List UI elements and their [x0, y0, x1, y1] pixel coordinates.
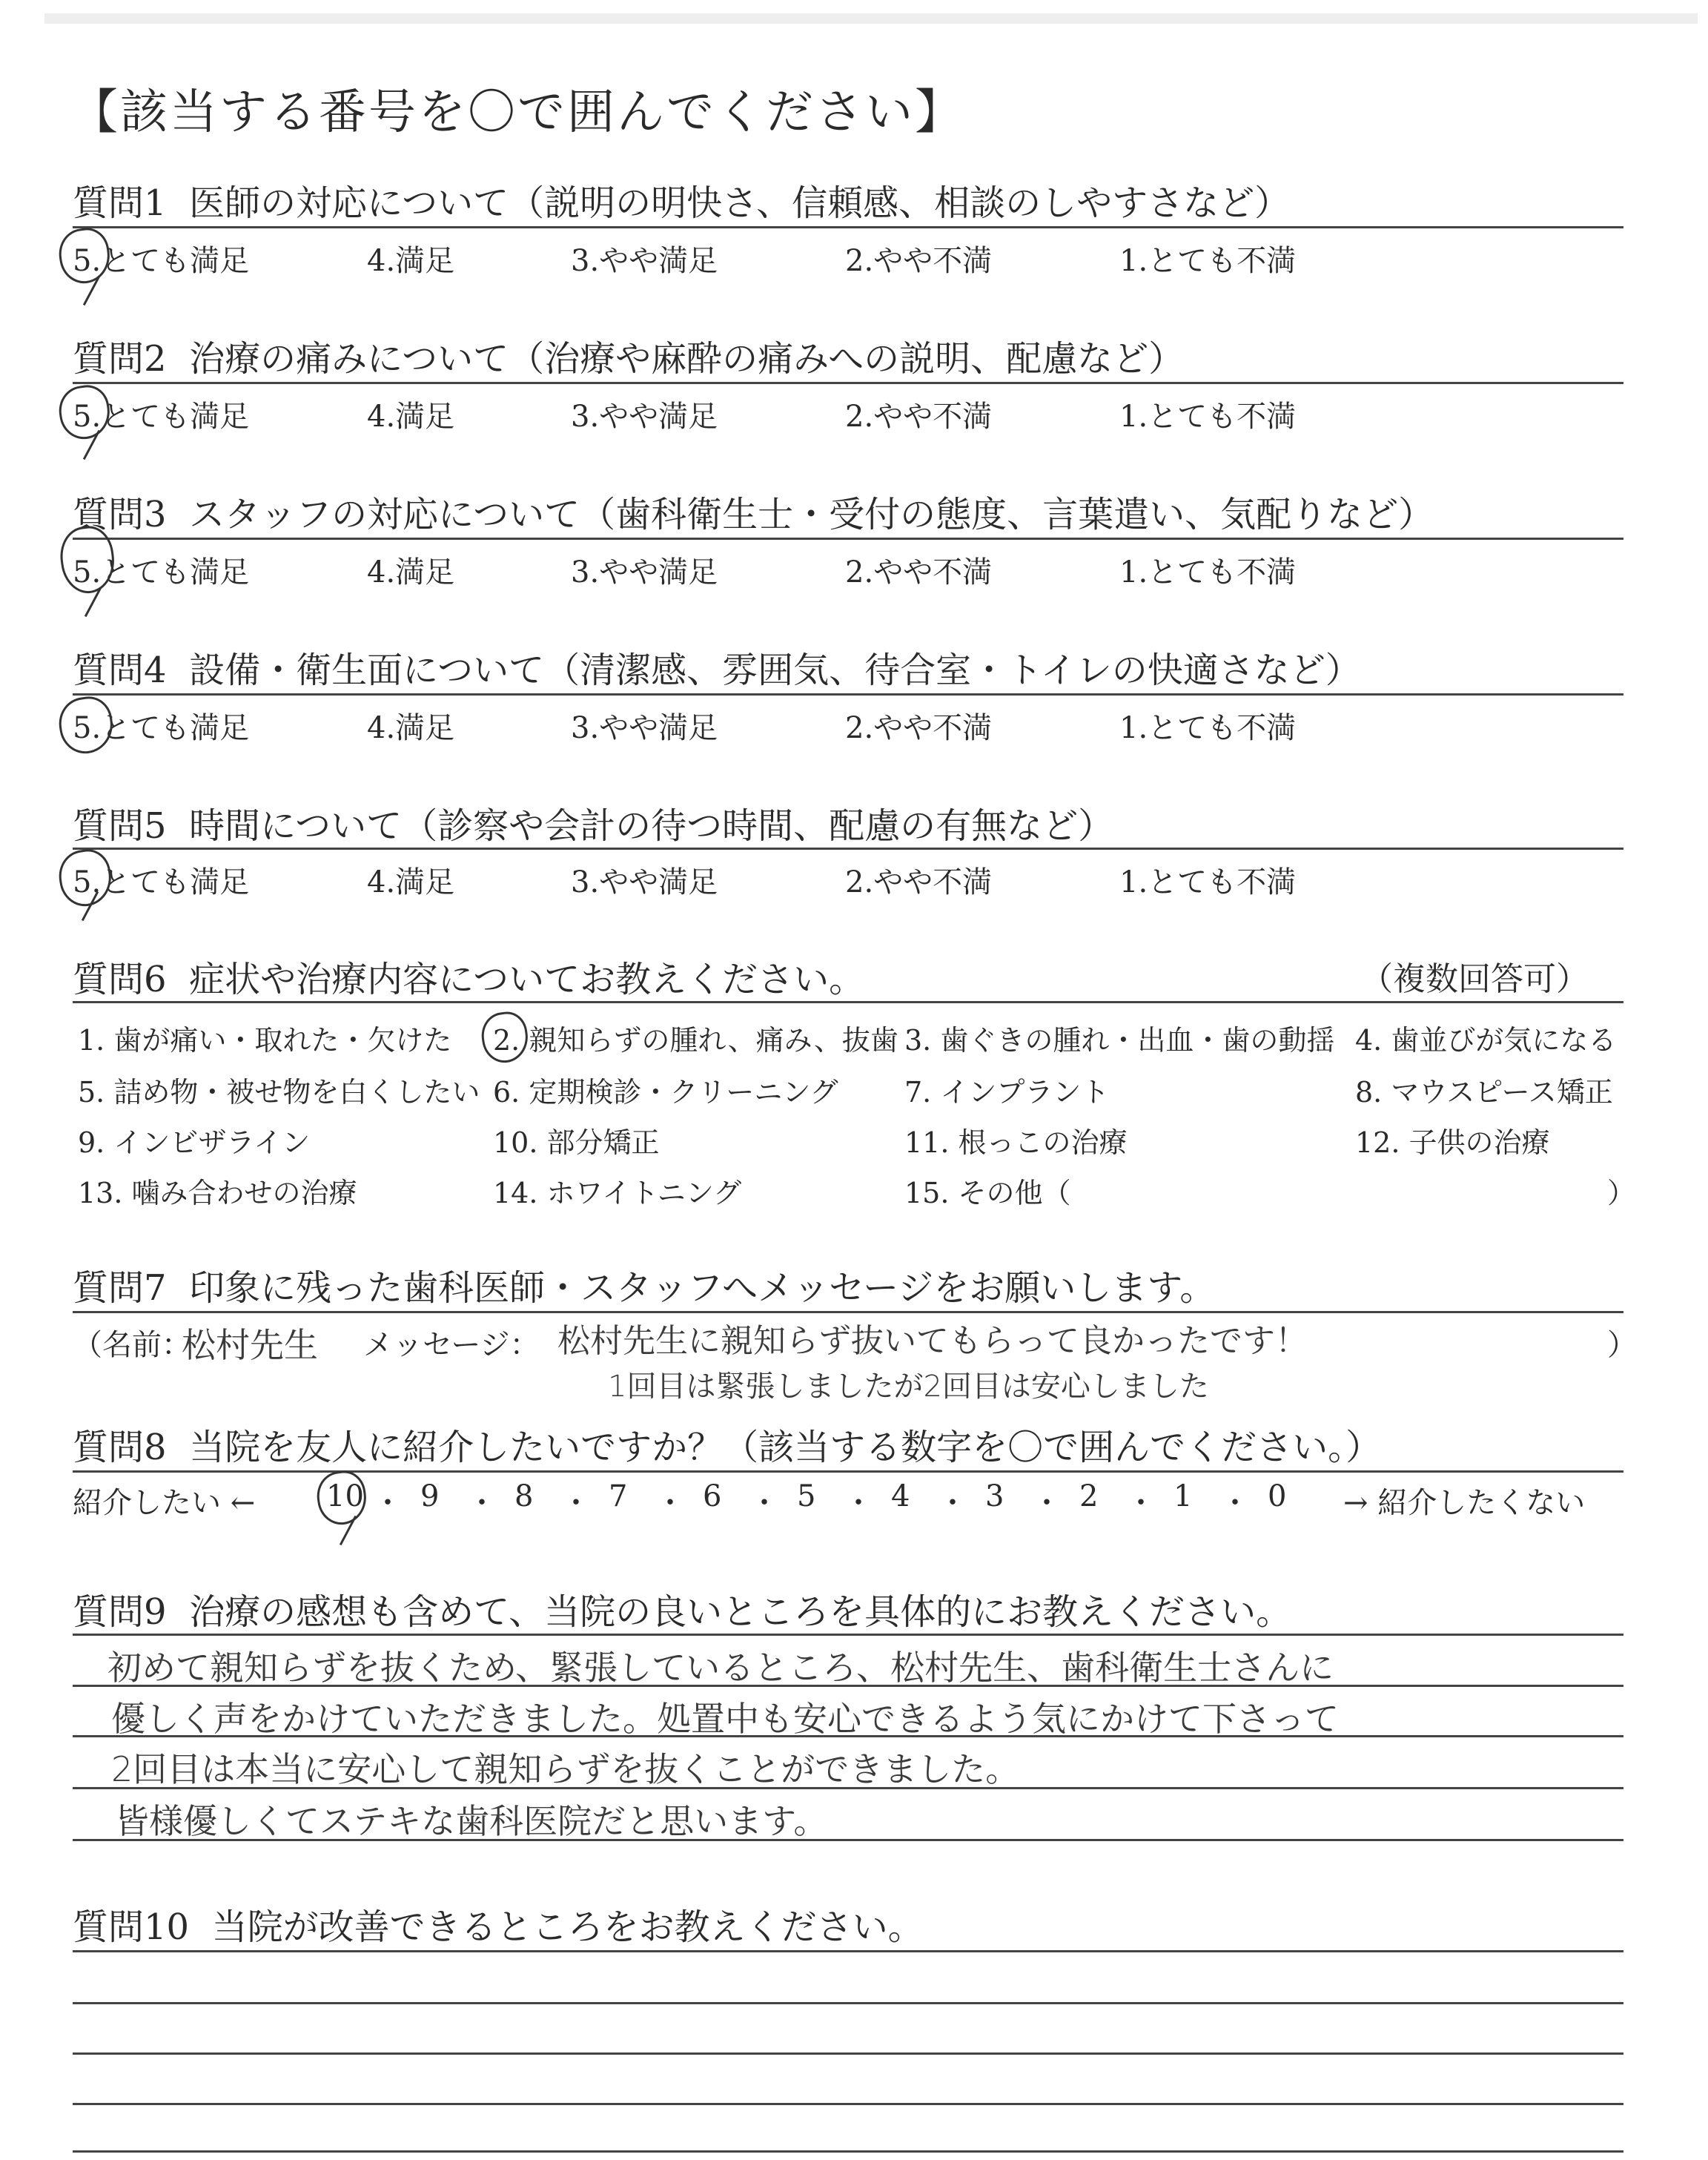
- question-text: 治療の感想も含めて、当院の良いところを具体的にお教えください。: [189, 1591, 1292, 1633]
- scale-number[interactable]: 9: [420, 1479, 440, 1513]
- question-label: 質問7: [73, 1267, 167, 1309]
- recommend-right-label: → 紹介したくない: [1343, 1486, 1586, 1520]
- question-6-title: [73, 951, 864, 1002]
- scale-dot: ・: [467, 1486, 497, 1520]
- circle-mark: [56, 693, 116, 756]
- answer-line[interactable]: [73, 1950, 1623, 1952]
- divider: [73, 693, 1623, 696]
- answer-line[interactable]: [73, 2103, 1623, 2105]
- scale-dot: ・: [373, 1486, 403, 1520]
- answer-line[interactable]: [73, 2052, 1623, 2055]
- scale-dot: ・: [561, 1486, 591, 1520]
- symptom-option[interactable]: 7. インプラント: [904, 1076, 1110, 1109]
- page-title: 【該当する番号を〇で囲んでください】: [70, 85, 964, 140]
- scan-top-edge: [44, 13, 1698, 24]
- option-2[interactable]: 2.やや不満: [845, 555, 993, 589]
- scale-number[interactable]: 6: [703, 1479, 722, 1513]
- question-text: スタッフの対応について（歯科衛生士・受付の態度、言葉遣い、気配りなど）: [189, 494, 1434, 535]
- question-text: 時間について（診察や会計の待つ時間、配慮の有無など）: [189, 805, 1114, 847]
- symptom-option[interactable]: 14. ホワイトニング: [493, 1177, 742, 1209]
- other-close-paren: ）: [1607, 1177, 1636, 1209]
- question-1-title: [73, 174, 1290, 225]
- option-5[interactable]: 5.とても満足: [73, 555, 250, 589]
- divider: [73, 1001, 1623, 1003]
- scale-dot: ・: [655, 1486, 685, 1520]
- question-label: 質問8: [73, 1427, 167, 1468]
- scale-number[interactable]: 3: [985, 1479, 1004, 1513]
- question-label: 質問3: [73, 494, 167, 535]
- question-text: 治療の痛みについて（治療や麻酔の痛みへの説明、配慮など）: [189, 338, 1185, 380]
- symptom-option[interactable]: 1. 歯が痛い・取れた・欠けた: [78, 1024, 452, 1057]
- question-text: 当院を友人に紹介したいですか？（該当する数字を〇で囲んでください。）: [189, 1427, 1382, 1468]
- question-text: 症状や治療内容についてお教えください。: [189, 959, 865, 1000]
- option-2[interactable]: 2.やや不満: [845, 865, 993, 899]
- question-4-title: [73, 641, 1361, 693]
- scale-number[interactable]: 2: [1079, 1479, 1099, 1513]
- question-label: 質問6: [73, 959, 167, 1000]
- symptom-option[interactable]: 4. 歯並びが気になる: [1355, 1024, 1617, 1057]
- question-3-title: [73, 486, 1434, 537]
- circle-mark: [314, 1468, 369, 1527]
- name-label: （名前：: [73, 1328, 191, 1362]
- question-label: 質問2: [73, 338, 167, 380]
- scale-dot: ・: [1126, 1486, 1156, 1520]
- divider: [73, 848, 1623, 850]
- symptom-option[interactable]: 10. 部分矯正: [493, 1126, 660, 1159]
- answer-handwriting-line-1[interactable]: 初めて親知らずを抜くため、緊張しているところ、松村先生、歯科衛生士さんに: [107, 1648, 1334, 1688]
- question-10-title: [73, 1898, 924, 1949]
- option-4[interactable]: 4.満足: [367, 555, 455, 589]
- question-label: 質問5: [73, 805, 167, 847]
- option-2[interactable]: 2.やや不満: [845, 711, 993, 745]
- divider: [73, 1470, 1623, 1473]
- symptom-option[interactable]: 2. 親知らずの腫れ、痛み、抜歯: [493, 1024, 898, 1057]
- option-4[interactable]: 4.満足: [367, 711, 455, 745]
- symptom-option[interactable]: 5. 詰め物・被せ物を白くしたい: [78, 1076, 480, 1109]
- scale-number[interactable]: 4: [891, 1479, 910, 1513]
- option-1[interactable]: 1.とても不満: [1119, 400, 1297, 434]
- symptom-option[interactable]: 12. 子供の治療: [1355, 1126, 1550, 1159]
- divider: [73, 382, 1623, 384]
- scale-number[interactable]: 1: [1174, 1479, 1193, 1513]
- question-text: 設備・衛生面について（清潔感、雰囲気、待合室・トイレの快適さなど）: [189, 650, 1361, 691]
- symptom-option[interactable]: 15. その他（: [904, 1177, 1071, 1209]
- option-3[interactable]: 3.やや満足: [571, 865, 718, 899]
- answer-line[interactable]: [73, 2150, 1623, 2153]
- question-text: 印象に残った歯科医師・スタッフへメッセージをお願いします。: [189, 1267, 1216, 1309]
- answer-handwriting-line-3[interactable]: 2回目は本当に安心して親知らずを抜くことができました。: [111, 1749, 1020, 1789]
- symptom-option[interactable]: 9. インビザライン: [78, 1126, 311, 1159]
- option-3[interactable]: 3.やや満足: [571, 555, 718, 589]
- option-5[interactable]: 5.とても満足: [73, 865, 250, 899]
- divider: [73, 226, 1623, 228]
- question-text: 当院が改善できるところをお教えください。: [211, 1906, 924, 1948]
- option-1[interactable]: 1.とても不満: [1119, 244, 1297, 278]
- divider: [73, 538, 1623, 540]
- symptom-option[interactable]: 3. 歯ぐきの腫れ・出血・歯の動揺: [904, 1024, 1335, 1057]
- scale-number[interactable]: 8: [514, 1479, 534, 1513]
- message-handwriting-line-2[interactable]: 1回目は緊張しましたが2回目は安心しました: [608, 1370, 1209, 1404]
- scale-dot: ・: [749, 1486, 779, 1520]
- symptom-option[interactable]: 11. 根っこの治療: [904, 1126, 1128, 1159]
- question-2-title: [73, 330, 1184, 381]
- option-3[interactable]: 3.やや満足: [571, 400, 718, 434]
- option-2[interactable]: 2.やや不満: [845, 244, 993, 278]
- scale-number[interactable]: 7: [609, 1479, 628, 1513]
- option-3[interactable]: 3.やや満足: [571, 711, 718, 745]
- scale-number[interactable]: 10: [326, 1479, 364, 1513]
- question-7-title: [73, 1259, 1215, 1310]
- symptom-option[interactable]: 6. 定期検診・クリーニング: [493, 1076, 838, 1109]
- option-1[interactable]: 1.とても不満: [1119, 865, 1297, 899]
- scale-dot: ・: [938, 1486, 967, 1520]
- scale-number[interactable]: 0: [1268, 1479, 1287, 1513]
- option-5[interactable]: 5.とても満足: [73, 244, 250, 278]
- multiple-answers-note: （複数回答可）: [1360, 960, 1589, 998]
- symptom-option[interactable]: 8. マウスピース矯正: [1355, 1076, 1613, 1109]
- scale-dot: ・: [1220, 1486, 1250, 1520]
- answer-handwriting-line-4[interactable]: 皆様優しくてステキな歯科医院だと思います。: [115, 1801, 828, 1841]
- question-label: 質問9: [73, 1591, 167, 1633]
- question-text: 医師の対応について（説明の明快さ、信頼感、相談のしやすさなど）: [189, 182, 1291, 224]
- option-1[interactable]: 1.とても不満: [1119, 711, 1297, 745]
- question-label: 質問10: [73, 1906, 190, 1948]
- question-5-title: [73, 797, 1113, 848]
- divider: [73, 1311, 1623, 1313]
- message-close-paren: ）: [1607, 1328, 1637, 1362]
- option-5[interactable]: 5.とても満足: [73, 711, 250, 745]
- option-3[interactable]: 3.やや満足: [571, 244, 718, 278]
- name-handwriting[interactable]: 松村先生: [182, 1325, 318, 1365]
- option-5[interactable]: 5.とても満足: [73, 400, 250, 434]
- answer-line[interactable]: [73, 2002, 1623, 2004]
- scale-dot: ・: [844, 1486, 873, 1520]
- message-handwriting-line-1[interactable]: 松村先生に親知らず抜いてもらって良かったです！: [557, 1322, 1308, 1360]
- question-label: 質問1: [73, 182, 167, 224]
- option-1[interactable]: 1.とても不満: [1119, 555, 1297, 589]
- symptom-option[interactable]: 13. 噛み合わせの治療: [78, 1177, 357, 1209]
- option-4[interactable]: 4.満足: [367, 865, 455, 899]
- divider: [73, 1634, 1623, 1636]
- message-label: メッセージ：: [363, 1328, 540, 1362]
- question-9-title: [73, 1583, 1291, 1634]
- scale-number[interactable]: 5: [797, 1479, 816, 1513]
- question-8-title: [73, 1418, 1381, 1470]
- answer-handwriting-line-2[interactable]: 優しく声をかけていただきました。処置中も安心できるよう気にかけて下さって: [111, 1699, 1339, 1739]
- recommend-left-label: 紹介したい ←: [73, 1486, 256, 1520]
- scale-dot: ・: [1032, 1486, 1062, 1520]
- option-4[interactable]: 4.満足: [367, 244, 455, 278]
- option-2[interactable]: 2.やや不満: [845, 400, 993, 434]
- option-4[interactable]: 4.満足: [367, 400, 455, 434]
- question-label: 質問4: [73, 650, 167, 691]
